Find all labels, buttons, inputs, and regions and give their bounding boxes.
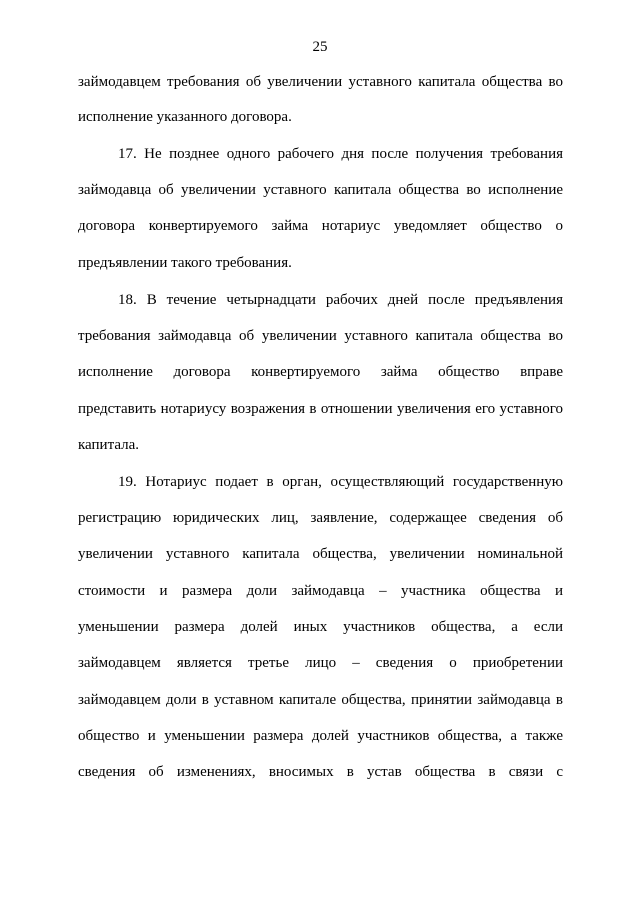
text-line: сведения об изменениях, вносимых в устав общества в связи с [78,764,563,780]
text-line: регистрацию юридических лиц, заявление, содержащее сведения об [78,510,563,526]
text-line: требования займодавца об увеличении уставного капитала общества во [78,328,563,344]
text-line: общество и уменьшении размера долей участников общества, а также [78,728,563,744]
text-line: займодавцем требования об увеличении уставного капитала общества во [78,74,563,90]
text-line: исполнение договора конвертируемого займа общество вправе [78,364,563,380]
text-line: стоимости и размера доли займодавца – участника общества и [78,583,563,599]
paragraph-19-start: 19. Нотариус подает в орган, осуществляющий государственную [118,474,563,490]
text-line: уменьшении размера долей иных участников общества, а если [78,619,563,635]
page-number: 25 [312,39,328,55]
text-line: займодавцем доли в уставном капитале общества, принятии займодавца в [78,692,563,708]
text-line: займодавца об увеличении уставного капитала общества во исполнение [78,182,563,198]
paragraph-17-start: 17. Не позднее одного рабочего дня после получения требования [118,146,563,162]
text-line: увеличении уставного капитала общества, увеличении номинальной [78,546,563,562]
paragraph-18-start: 18. В течение четырнадцати рабочих дней после предъявления [118,292,563,308]
text-line: исполнение указанного договора. [78,109,292,125]
text-line: займодавцем является третье лицо – сведения о приобретении [78,655,563,671]
text-line: предъявлении такого требования. [78,255,292,271]
text-line: капитала. [78,437,139,453]
text-line: договора конвертируемого займа нотариус уведомляет общество о [78,218,563,234]
text-line: представить нотариусу возражения в отношении увеличения его уставного [78,401,563,417]
